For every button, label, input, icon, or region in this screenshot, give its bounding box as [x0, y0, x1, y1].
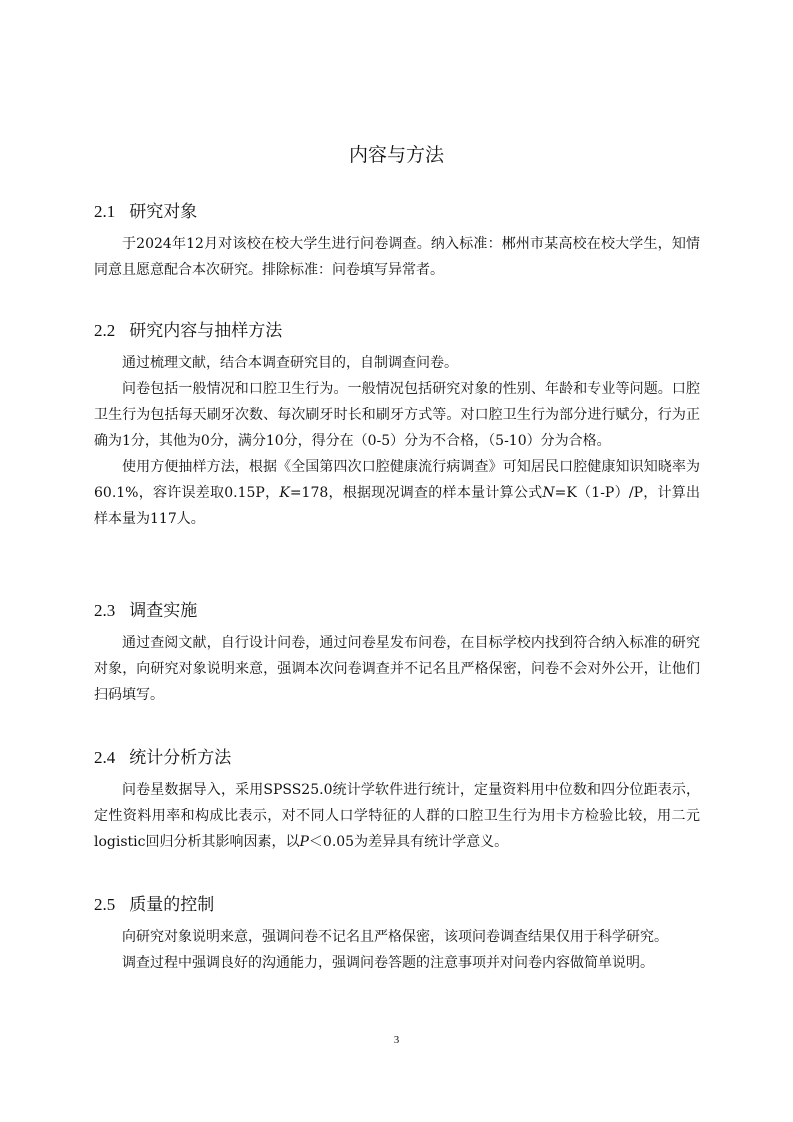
section-heading-text: 调查实施 — [129, 601, 198, 621]
page-number: 3 — [393, 1034, 400, 1046]
section-number: 2.4 — [94, 748, 116, 767]
section-number: 2.2 — [94, 321, 116, 340]
paragraph: 通过梳理文献，结合本调查研究目的，自制调查问卷。 — [122, 355, 458, 371]
paragraph: 通过查阅文献，自行设计问卷，通过问卷星发布问卷，在目标学校内找到符合纳入标准的研究对象，向研究对象说明来意，强调本次问卷调查并不记名且严格保密，问卷不会对外公开，让他们扫码填写。 — [94, 635, 700, 703]
section-quality-control — [94, 890, 700, 976]
section-heading-text: 研究内容与抽样方法 — [129, 321, 283, 341]
section-implementation — [94, 596, 700, 708]
section-number: 2.1 — [94, 202, 116, 221]
section-heading — [94, 316, 700, 346]
section-research-subjects — [94, 197, 700, 283]
paragraph: 于2024年12月对该校在校大学生进行问卷调查。纳入标准：郴州市某高校在校大学生，知情同意且愿意配合本次研究。排除标准：问卷填写异常者。 — [94, 236, 700, 278]
section-heading-text: 研究对象 — [129, 202, 198, 222]
paragraph-statistics: 问卷星数据导入，采用SPSS25.0统计学软件进行统计，定量资料用中位数和四分位距表示，定性资料用率和构成比表示，对不同人口学特征的人群的口腔卫生行为用卡方检验比较，用二元logistic回归分析其影响因素，以P＜0.05为差异具有统计学意义。 — [94, 782, 700, 850]
paragraph: 问卷包括一般情况和口腔卫生行为。一般情况包括研究对象的性别、年龄和专业等问题。口腔卫生行为包括每天刷牙次数、每次刷牙时长和刷牙方式等。对口腔卫生行为部分进行赋分，行为正确为1分，其他为0分，满分10分，得分在（0-5）分为不合格，（5-10）分为合格。 — [94, 381, 700, 449]
paragraph: 向研究对象说明来意，强调问卷不记名且严格保密，该项问卷调查结果仅用于科学研究。 — [122, 929, 668, 945]
section-statistical-analysis — [94, 743, 700, 855]
section-heading — [94, 197, 700, 227]
section-heading-text: 质量的控制 — [129, 895, 215, 915]
paragraph: 调查过程中强调良好的沟通能力，强调问卷答题的注意事项并对问卷内容做简单说明。 — [122, 955, 654, 971]
section-number: 2.5 — [94, 895, 116, 914]
section-heading — [94, 743, 700, 773]
page-title: 内容与方法 — [348, 144, 444, 166]
section-heading — [94, 596, 700, 626]
section-heading-text: 统计分析方法 — [129, 748, 232, 768]
section-number: 2.3 — [94, 601, 116, 620]
section-heading — [94, 890, 700, 920]
section-content-sampling — [94, 316, 700, 532]
paragraph-sample-size: 使用方便抽样方法，根据《全国第四次口腔健康流行病调查》可知居民口腔健康知识知晓率为60.1%，容许误差取0.15P，K=178，根据现况调查的样本量计算公式N=K（1-P）/P，计算出样本量为117人。 — [94, 459, 701, 527]
